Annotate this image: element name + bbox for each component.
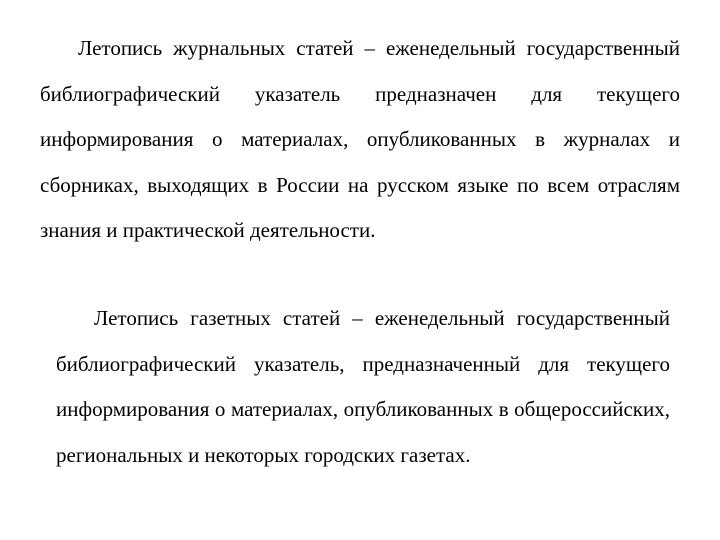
paragraph-journal-articles-chronicle: Летопись журнальных статей – еженедельный государственный библиографический указатель предназначен для текущего информирования о материалах, опубликованных в журналах и сборниках, выходящих в России на русском языке по всем отраслям знания и практической деятельности. (40, 36, 680, 242)
paragraph-newspaper-articles-chronicle: Летопись газетных статей – еженедельный государственный библиографический указатель, предназначенный для текущего информирования о материалах, опубликованных в общероссийских, региональных и некоторых городских газетах. (56, 306, 670, 467)
